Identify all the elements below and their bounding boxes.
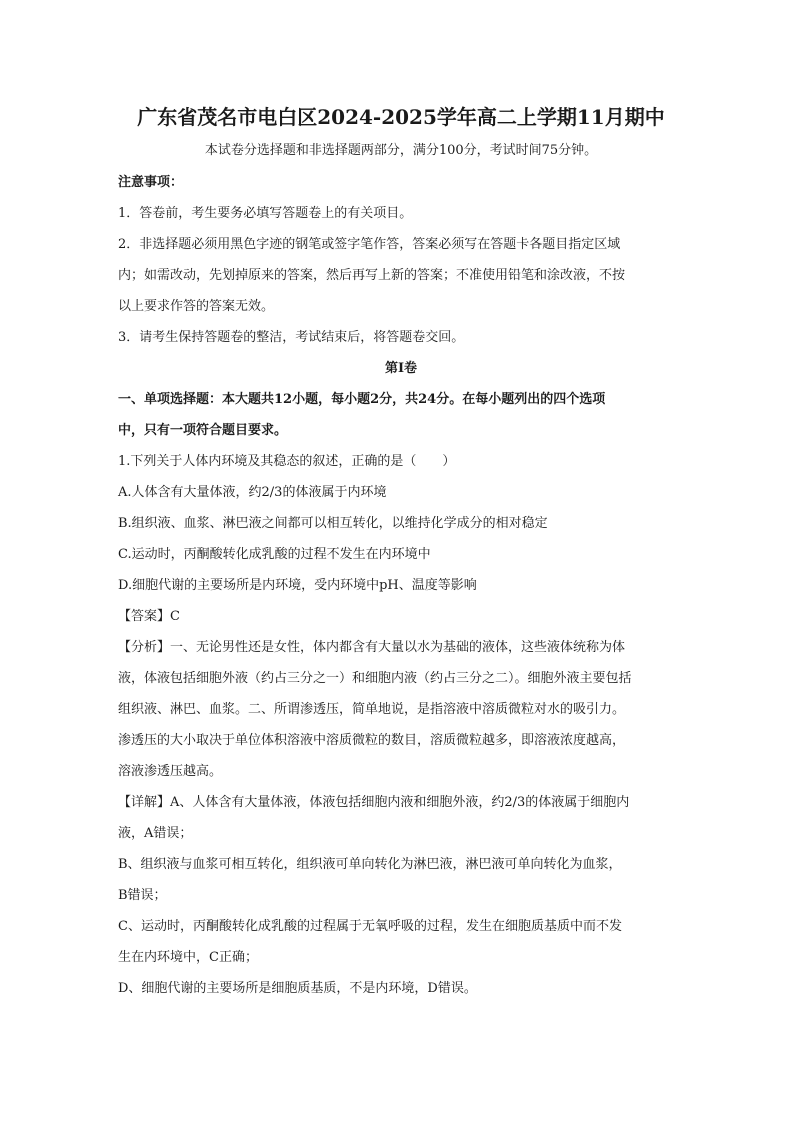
volume-heading: 第Ⅰ卷: [384, 361, 418, 376]
notice-heading: 注意事项：: [118, 175, 184, 190]
detail-line: 生在内环境中，C正确；: [118, 950, 258, 965]
section-heading: 一、单项选择题：本大题共12小题，每小题2分，共24分。在每小题列出的四个选项: [118, 392, 606, 407]
analysis-line: 组织液、淋巴、血浆。二、所谓渗透压，简单地说，是指溶液中溶质微粒对水的吸引力。: [118, 702, 626, 717]
option-a: A.人体含有大量体液，约2/3的体液属于内环境: [118, 485, 387, 500]
option-b: B.组织液、血浆、淋巴液之间都可以相互转化，以维持化学成分的相对稳定: [118, 516, 548, 531]
option-d: D.细胞代谢的主要场所是内环境，受内环境中pH、温度等影响: [118, 578, 477, 593]
exam-info: 本试卷分选择题和非选择题两部分，满分100分，考试时间75分钟。: [204, 143, 598, 158]
notice-line: 2．非选择题必须用黑色字迹的钢笔或签字笔作答，答案必须写在答题卡各题目指定区域: [118, 237, 621, 252]
detail-line: 液，A错误；: [118, 826, 193, 841]
notice-line: 1．答卷前，考生要务必填写答题卷上的有关项目。: [118, 206, 413, 221]
detail-line: C、运动时，丙酮酸转化成乳酸的过程属于无氧呼吸的过程，发生在细胞质基质中而不发: [118, 919, 622, 934]
section-heading: 中，只有一项符合题目要求。: [118, 423, 288, 438]
question-stem: 1.下列关于人体内环境及其稳态的叙述，正确的是（ ）: [118, 454, 456, 469]
analysis-line: 溶液渗透压越高。: [118, 764, 223, 779]
answer-line: 【答案】C: [118, 609, 180, 624]
analysis-line: 液，体液包括细胞外液（约占三分之一）和细胞内液（约占三分之二）。细胞外液主要包括: [118, 671, 632, 686]
notice-line: 以上要求作答的答案无效。: [118, 299, 275, 314]
detail-line: B错误；: [118, 888, 167, 903]
notice-line: 3．请考生保持答题卷的整洁，考试结束后，将答题卷交回。: [118, 330, 465, 345]
notice-line: 内；如需改动，先划掉原来的答案，然后再写上新的答案；不准使用铅笔和涂改液，不按: [118, 268, 626, 283]
page-title: 广东省茂名市电白区2024-2025学年高二上学期11月期中: [137, 105, 665, 129]
analysis-line: 渗透压的大小取决于单位体积溶液中溶质微粒的数目，溶质微粒越多，即溶液浓度越高，: [118, 733, 626, 748]
analysis-line: 【分析】一、无论男性还是女性，体内都含有大量以水为基础的液体，这些液体统称为体: [118, 640, 626, 655]
detail-line: D、细胞代谢的主要场所是细胞质基质，不是内环境，D错误。: [118, 981, 477, 996]
document-content: [118, 101, 684, 1004]
detail-line: 【详解】A、人体含有大量体液，体液包括细胞内液和细胞外液，约2/3的体液属于细胞内: [118, 795, 630, 810]
detail-line: B、组织液与血浆可相互转化，组织液可单向转化为淋巴液，淋巴液可单向转化为血浆，: [118, 857, 622, 872]
option-c: C.运动时，丙酮酸转化成乳酸的过程不发生在内环境中: [118, 547, 431, 562]
